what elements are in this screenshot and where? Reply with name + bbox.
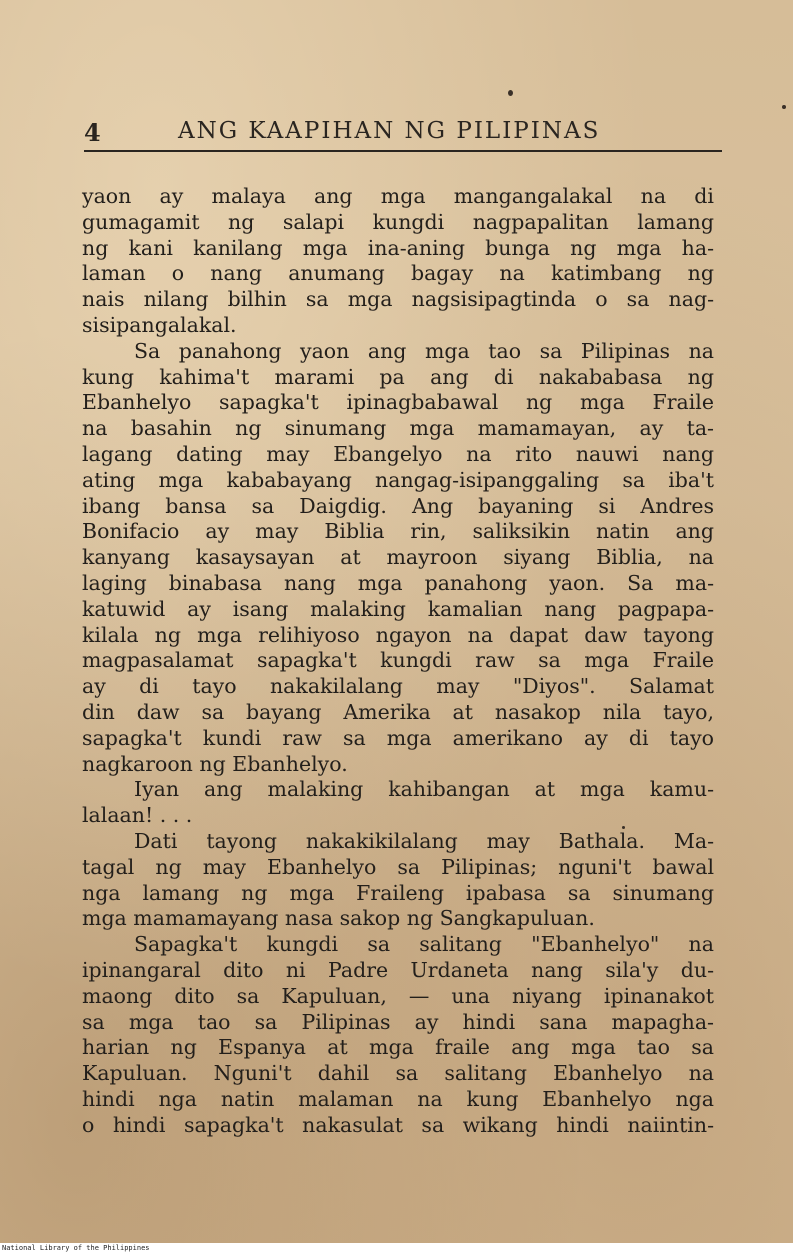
text-line: sa mga tao sa Pilipinas ay hindi sana mapagha- bbox=[82, 1009, 714, 1034]
text-line: hindi nga natin malaman na kung Ebanhelyo nga bbox=[82, 1086, 714, 1111]
text-line: ibang bansa sa Daigdig. Ang bayaning si Andres bbox=[82, 493, 714, 518]
text-line: Iyan ang malaking kahibangan at mga kamu- bbox=[134, 777, 714, 802]
text-line: Kapuluan. Nguni't dahil sa salitang Ebanhelyo na bbox=[82, 1061, 714, 1086]
text-line: kung kahima't marami pa ang di nakababasa ng bbox=[82, 364, 714, 389]
text-line: Dati tayong nakakikilalang may Bathala. Ma- bbox=[134, 828, 714, 853]
text-line: sapagka't kundi raw sa mga amerikano ay di tayo bbox=[82, 725, 714, 750]
text-line: lagang dating may Ebangelyo na rito nauwi nang bbox=[82, 441, 714, 466]
header-rule bbox=[84, 150, 722, 152]
text-line: mga mamamayang nasa sakop ng Sangkapuluan. bbox=[82, 906, 595, 931]
text-line: gumagamit ng salapi kungdi nagpapalitan lamang bbox=[82, 209, 714, 234]
text-line: kanyang kasaysayan at mayroon siyang Biblia, na bbox=[82, 545, 714, 570]
text-line: harian ng Espanya at mga fraile ang mga tao sa bbox=[82, 1035, 714, 1060]
body-text bbox=[82, 184, 714, 1138]
text-line: o hindi sapagka't nakasulat sa wikang hindi naiintin- bbox=[82, 1112, 714, 1137]
text-line: Bonifacio ay may Biblia rin, saliksikin natin ang bbox=[82, 519, 714, 544]
text-line: ay di tayo nakakilalang may "Diyos". Salamat bbox=[82, 674, 714, 699]
text-line: katuwid ay isang malaking kamalian nang pagpapa- bbox=[82, 596, 714, 621]
text-line: Sa panahong yaon ang mga tao sa Pilipinas na bbox=[134, 338, 714, 363]
page-header bbox=[84, 118, 724, 154]
ink-speck bbox=[508, 90, 513, 96]
text-line: na basahin ng sinumang mga mamamayan, ay ta- bbox=[82, 416, 714, 441]
text-line: maong dito sa Kapuluan, — una niyang ipinanakot bbox=[82, 983, 714, 1008]
footer-credit: National Library of the Philippines bbox=[0, 1243, 793, 1253]
page-number: 4 bbox=[84, 118, 101, 147]
text-line: Ebanhelyo sapagka't ipinagbabawal ng mga Fraile bbox=[82, 390, 714, 415]
text-line: nga lamang ng mga Fraileng ipabasa sa sinumang bbox=[82, 880, 714, 905]
text-line: tagal ng may Ebanhelyo sa Pilipinas; nguni't bawal bbox=[82, 854, 714, 879]
text-line: din daw sa bayang Amerika at nasakop nila tayo, bbox=[82, 699, 714, 724]
text-line: laman o nang anumang bagay na katimbang ng bbox=[82, 261, 714, 286]
text-line: ipinangaral dito ni Padre Urdaneta nang sila'y du- bbox=[82, 957, 714, 982]
running-head: ANG KAAPIHAN NG PILIPINAS bbox=[178, 118, 601, 144]
text-line: Sapagka't kungdi sa salitang "Ebanhelyo" na bbox=[134, 932, 714, 957]
text-line: nagkaroon ng Ebanhelyo. bbox=[82, 751, 348, 776]
text-line: lalaan! . . . bbox=[82, 803, 193, 828]
text-line: nais nilang bilhin sa mga nagsisipagtinda o sa nag- bbox=[82, 287, 714, 312]
text-line: yaon ay malaya ang mga mangangalakal na di bbox=[82, 184, 714, 208]
text-line: ng kani kanilang mga ina-aning bunga ng mga ha- bbox=[82, 235, 714, 260]
ink-speck bbox=[782, 105, 786, 109]
text-line: ating mga kababayang nangag-isipanggaling sa iba't bbox=[82, 467, 714, 492]
text-line: kilala ng mga relihiyoso ngayon na dapat daw tayong bbox=[82, 622, 714, 647]
text-line: magpasalamat sapagka't kungdi raw sa mga Fraile bbox=[82, 648, 714, 673]
text-line: laging binabasa nang mga panahong yaon. Sa ma- bbox=[82, 570, 714, 595]
text-line: sisipangalakal. bbox=[82, 312, 237, 337]
